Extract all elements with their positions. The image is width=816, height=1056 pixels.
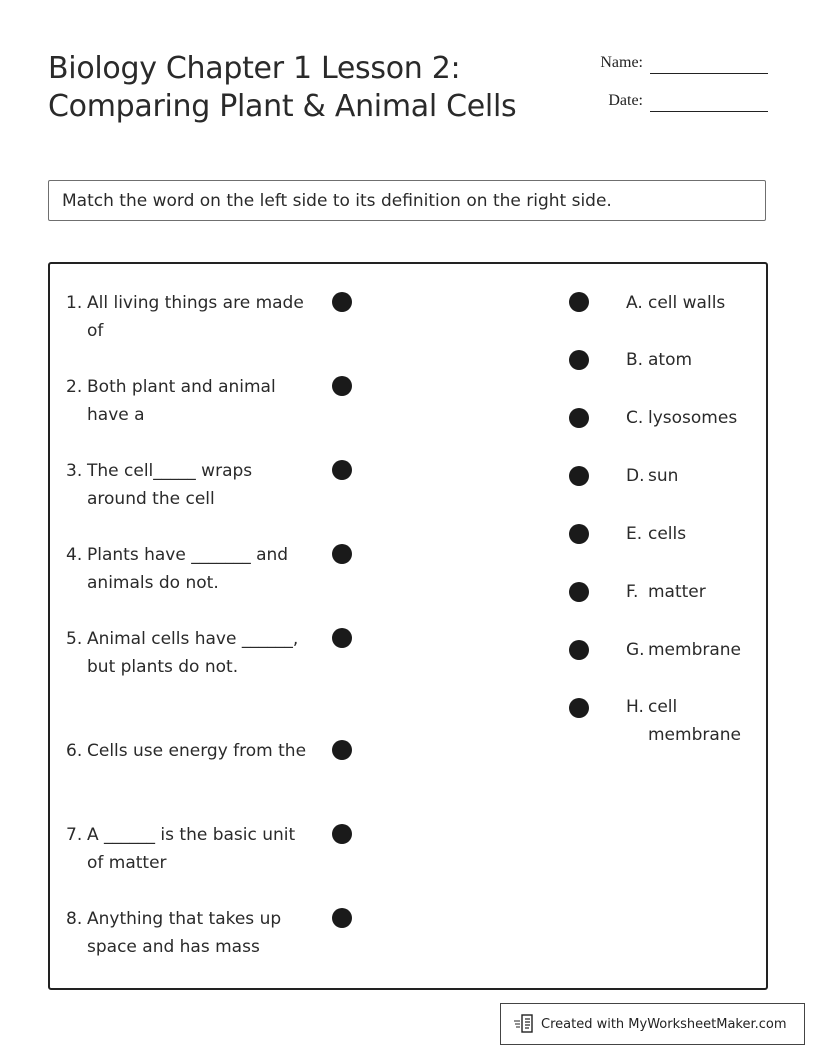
answer-letter: H. bbox=[626, 697, 644, 717]
question-text: Plants have _______ and animals do not. bbox=[87, 545, 289, 593]
answer-item bbox=[626, 404, 766, 432]
question-item bbox=[66, 625, 311, 681]
answer-letter: G. bbox=[626, 640, 645, 660]
page-title-line-1: Biology Chapter 1 Lesson 2: bbox=[48, 51, 461, 86]
date-label: Date: bbox=[608, 92, 643, 109]
question-text: All living things are made of bbox=[87, 293, 304, 341]
answer-letter: F. bbox=[626, 582, 639, 602]
answer-connector-dot[interactable] bbox=[569, 640, 589, 660]
answer-letter: B. bbox=[626, 350, 644, 370]
question-text: Animal cells have ______, but plants do not. bbox=[87, 629, 299, 677]
question-connector-dot[interactable] bbox=[332, 628, 352, 648]
name-blank-line[interactable] bbox=[650, 73, 768, 74]
footer-credit[interactable] bbox=[500, 1003, 805, 1045]
footer-credit-text: Created with MyWorksheetMaker.com bbox=[541, 1016, 787, 1032]
question-number: 7. bbox=[66, 825, 83, 845]
answer-item bbox=[626, 578, 766, 606]
answer-letter: C. bbox=[626, 408, 644, 428]
question-connector-dot[interactable] bbox=[332, 292, 352, 312]
question-connector-dot[interactable] bbox=[332, 544, 352, 564]
worksheet-maker-logo-icon bbox=[513, 1013, 535, 1035]
question-number: 3. bbox=[66, 461, 83, 481]
answer-letter: A. bbox=[626, 293, 643, 313]
question-number: 4. bbox=[66, 545, 83, 565]
answer-connector-dot[interactable] bbox=[569, 698, 589, 718]
question-item bbox=[66, 821, 311, 877]
answer-item bbox=[626, 693, 756, 749]
question-number: 8. bbox=[66, 909, 83, 929]
answer-item bbox=[626, 520, 766, 548]
name-field[interactable] bbox=[580, 52, 768, 76]
answer-text: cell membrane bbox=[648, 697, 742, 745]
question-item bbox=[66, 289, 311, 345]
answer-item bbox=[626, 636, 766, 664]
question-connector-dot[interactable] bbox=[332, 460, 352, 480]
question-number: 2. bbox=[66, 377, 83, 397]
question-text: The cell_____ wraps around the cell bbox=[87, 461, 253, 509]
answer-text: matter bbox=[648, 582, 706, 602]
question-text: Cells use energy from the bbox=[87, 741, 307, 761]
answer-connector-dot[interactable] bbox=[569, 292, 589, 312]
answer-item bbox=[626, 289, 766, 317]
question-text: Anything that takes up space and has mass bbox=[87, 909, 282, 957]
question-connector-dot[interactable] bbox=[332, 824, 352, 844]
question-item bbox=[66, 373, 311, 429]
question-number: 6. bbox=[66, 741, 83, 761]
page-title-line-2: Comparing Plant & Animal Cells bbox=[48, 89, 517, 124]
answer-letter: E. bbox=[626, 524, 643, 544]
answer-text: membrane bbox=[648, 640, 742, 660]
question-item bbox=[66, 457, 311, 513]
instructions-box: Match the word on the left side to its definition on the right side. bbox=[48, 180, 766, 221]
question-number: 5. bbox=[66, 629, 83, 649]
answer-text: cells bbox=[648, 524, 687, 544]
answer-item bbox=[626, 346, 766, 374]
answer-item bbox=[626, 462, 766, 490]
page-title bbox=[48, 50, 568, 126]
answer-letter: D. bbox=[626, 466, 645, 486]
question-item bbox=[66, 737, 311, 765]
answer-connector-dot[interactable] bbox=[569, 350, 589, 370]
question-item bbox=[66, 905, 311, 961]
answer-text: atom bbox=[648, 350, 693, 370]
question-item bbox=[66, 541, 311, 597]
question-text: A ______ is the basic unit of matter bbox=[87, 825, 296, 873]
date-blank-line[interactable] bbox=[650, 111, 768, 112]
question-connector-dot[interactable] bbox=[332, 908, 352, 928]
question-connector-dot[interactable] bbox=[332, 376, 352, 396]
answer-connector-dot[interactable] bbox=[569, 524, 589, 544]
question-number: 1. bbox=[66, 293, 83, 313]
answer-text: cell walls bbox=[648, 293, 726, 313]
question-text: Both plant and animal have a bbox=[87, 377, 276, 425]
question-connector-dot[interactable] bbox=[332, 740, 352, 760]
answer-text: lysosomes bbox=[648, 408, 738, 428]
answer-text: sun bbox=[648, 466, 679, 486]
name-label: Name: bbox=[600, 54, 643, 71]
date-field[interactable] bbox=[580, 90, 768, 114]
answer-connector-dot[interactable] bbox=[569, 408, 589, 428]
answer-connector-dot[interactable] bbox=[569, 582, 589, 602]
answer-connector-dot[interactable] bbox=[569, 466, 589, 486]
